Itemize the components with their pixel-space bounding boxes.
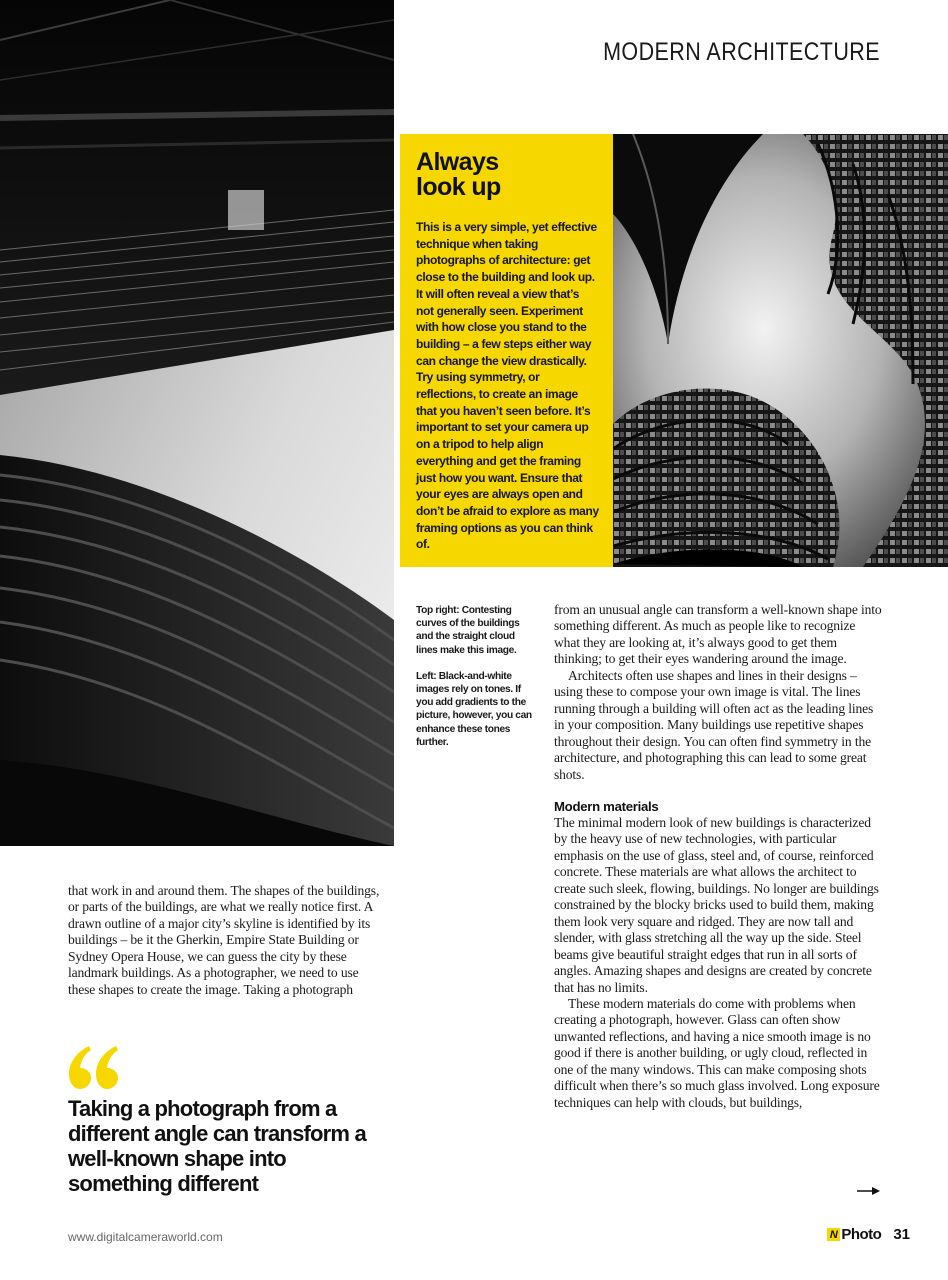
quote-mark-icon [67,1046,119,1095]
caption-left: Left: Black-and-white images rely on tones. If you add gradients to the picture, however, you can enhance these tones further. [416,670,532,748]
box-heading-line1: Always [416,148,499,176]
article-right-column [554,602,884,1111]
right-architecture-photo [613,134,948,567]
page-number: 31 [893,1226,910,1243]
brand-wordmark: Photo [841,1226,882,1243]
article-left-column [68,883,386,998]
box-body: This is a very simple, yet effective technique when taking photographs of architecture: get close to the building and look up. It will often reveal a view that’s not generally seen. Experiment with how close you stand to the building – a few steps either way can change the view drastically. Try using symmetry, or reflections, to create an image that you haven’t seen before. It’s important to set your camera up on a tripod to help align everything and get the framing just how you want. Ensure that your eyes are always open and don’t be afraid to explore as many framing options as you can think of. [416,220,599,552]
section-title: MODERN ARCHITECTURE [603,38,880,66]
article-paragraph: Architects often use shapes and lines in their designs – using these to compose your own image is vital. The lines running through a building will often act as the leading lines in your composition. Many buildings use repetitive shapes throughout their design. You can often find symmetry in the architecture, and photographing this can lead to some great shots. [554,667,874,782]
footer-url: www.digitalcameraworld.com [68,1230,223,1244]
article-paragraph: These modern materials do come with problems when creating a photograph, however. Glass can often show unwanted reflections, and having a nice smooth image is no good if there is another building, or ugly cloud, reflected in one of the many windows. This can make composing shots difficult when there’s so much glass involved. Long exposure techniques can help with clouds, but buildings, [554,995,880,1110]
caption-top-right: Top right: Contesting curves of the buildings and the straight cloud lines make this image. [416,605,520,656]
pull-quote: Taking a photograph from a different angle can transform a well-known shape into something different [68,1096,366,1196]
footer-branding [827,1226,910,1243]
arrow-right-icon [857,1184,881,1202]
always-look-up-box [400,134,613,567]
brand-n-logo: N [827,1228,840,1241]
box-heading [416,150,536,200]
box-heading-line2: look up [416,173,501,201]
article-paragraph: from an unusual angle can transform a well-known shape into something different. As much as people like to recognize what they are looking at, it’s always good to get them thinking; to get their eyes wandering around the image. [554,602,882,667]
modern-materials-subhead: Modern materials [554,798,659,814]
left-architecture-photo [0,0,394,846]
article-paragraph: that work in and around them. The shapes of the buildings, or parts of the buildings, are what we really notice first. A drawn outline of a major city’s skyline is identified by its buildings – be it the Gherkin, Empire State Building or Sydney Opera House, we can guess the city by these landmark buildings. As a photographer, we need to use these shapes to create the image. Taking a photograph [68,883,380,997]
article-paragraph: The minimal modern look of new buildings is characterized by the heavy use of new technologies, with particular emphasis on the use of glass, steel and, of course, reinforced concrete. These materials are what allows the architect to create such sleek, flowing, buildings. No longer are buildings constrained by the blocky bricks used to build them, making them look very square and ridged. They are now tall and slender, with glass stretching all the way up the side. Steel beams give beautiful straight edges that run in all sorts of angles. Amazing shapes and designs are created by concrete that has no limits. [554,814,879,995]
photo-captions [416,604,538,762]
